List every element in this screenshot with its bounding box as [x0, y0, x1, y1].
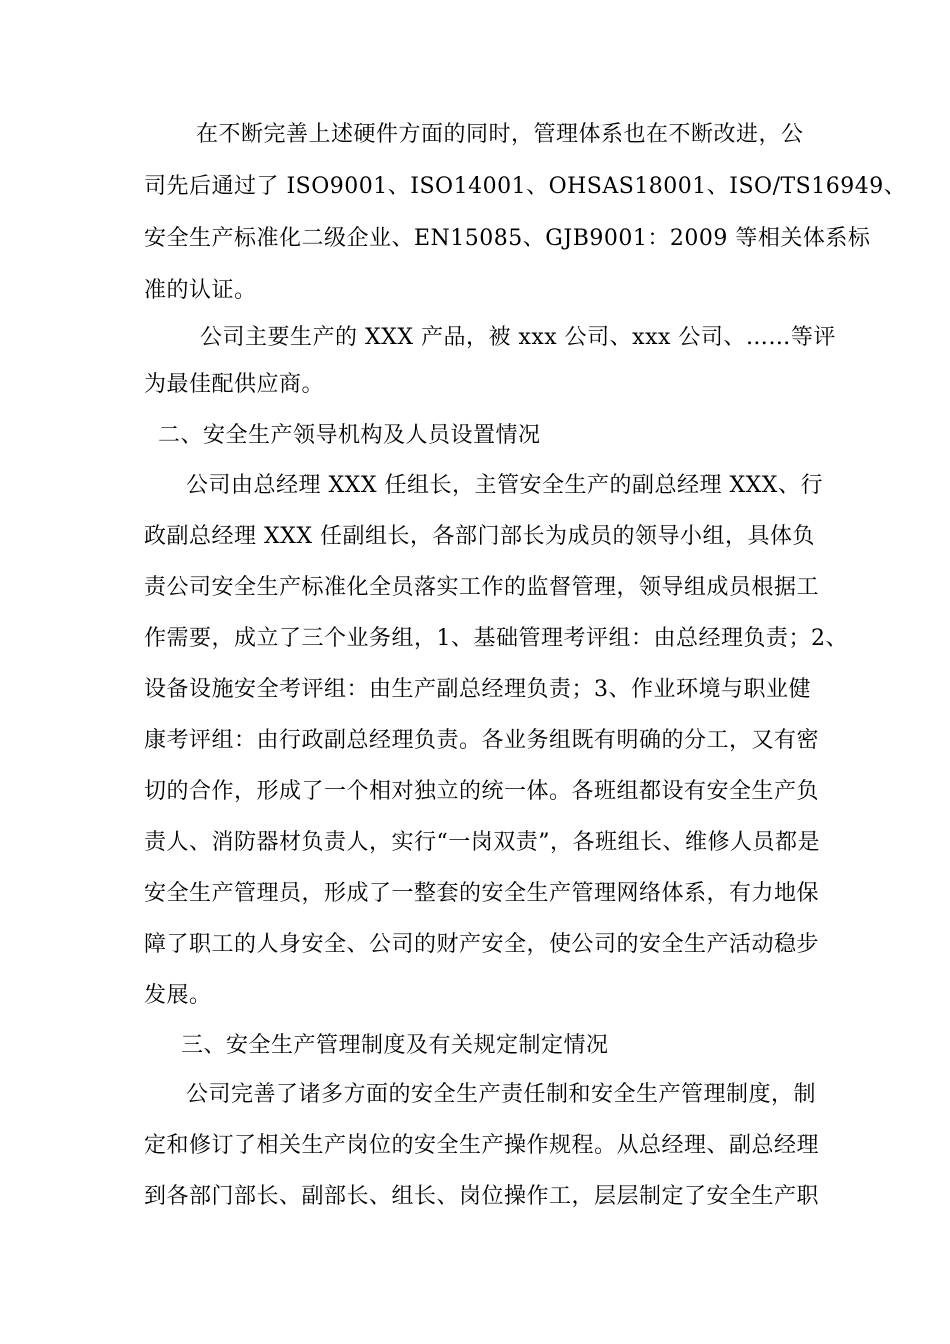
- paragraph-line: 公司完善了诸多方面的安全生产责任制和安全生产管理制度，制: [186, 1082, 817, 1107]
- paragraph-line: 司先后通过了 ISO9001、ISO14001、OHSAS18001、ISO/TS16949、: [144, 174, 907, 199]
- paragraph-line: 定和修订了相关生产岗位的安全生产操作规程。从总经理、副总经理: [144, 1133, 820, 1158]
- paragraph-line: 公司主要生产的 XXX 产品，被 xxx 公司、xxx 公司、……等评: [200, 325, 836, 350]
- paragraph-line: 安全生产管理员，形成了一整套的安全生产管理网络体系，有力地保: [144, 881, 820, 906]
- paragraph-line: 为最佳配供应商。: [144, 372, 325, 397]
- paragraph-line: 在不断完善上述硬件方面的同时，管理体系也在不断改进，公: [196, 122, 804, 147]
- paragraph-line: 责公司安全生产标准化全员落实工作的监督管理，领导组成员根据工: [144, 575, 820, 600]
- paragraph-line: 公司由总经理 XXX 任组长，主管安全生产的副总经理 XXX、行: [186, 473, 823, 498]
- paragraph-line: 作需要，成立了三个业务组，1、基础管理考评组：由总经理负责；2、: [144, 626, 848, 651]
- paragraph-line: 准的认证。: [144, 278, 257, 303]
- paragraph-line: 发展。: [144, 983, 212, 1008]
- paragraph-line: 政副总经理 XXX 任副组长，各部门部长为成员的领导小组，具体负: [144, 524, 815, 549]
- paragraph-line: 康考评组：由行政副总经理负责。各业务组既有明确的分工，又有密: [144, 728, 820, 753]
- paragraph-line: 责人、消防器材负责人，实行“一岗双责”，各班组长、维修人员都是: [144, 830, 820, 855]
- section-heading: 三、安全生产管理制度及有关规定制定情况: [181, 1033, 609, 1058]
- paragraph-line: 障了职工的人身安全、公司的财产安全，使公司的安全生产活动稳步: [144, 932, 820, 957]
- paragraph-line: 安全生产标准化二级企业、EN15085、GJB9001：2009 等相关体系标: [144, 226, 871, 251]
- paragraph-line: 设备设施安全考评组：由生产副总经理负责；3、作业环境与职业健: [144, 677, 811, 702]
- paragraph-line: 到各部门部长、副部长、组长、岗位操作工，层层制定了安全生产职: [144, 1184, 820, 1209]
- section-heading: 二、安全生产领导机构及人员设置情况: [158, 423, 541, 448]
- paragraph-line: 切的合作，形成了一个相对独立的统一体。各班组都设有安全生产负: [144, 779, 820, 804]
